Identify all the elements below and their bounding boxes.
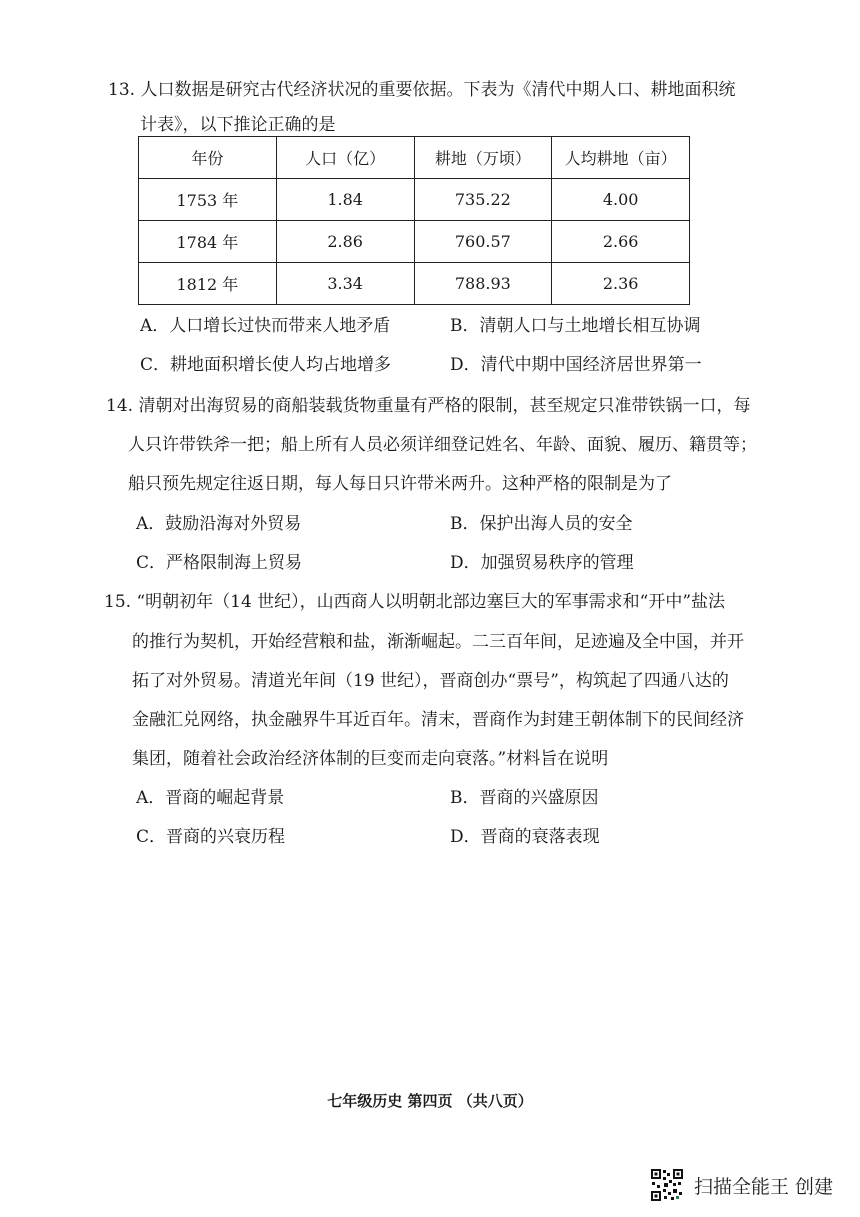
q15-stem-line4: 金融汇兑网络，执金融界牛耳近百年。清末，晋商作为封建王朝体制下的民间经济 [132,710,744,730]
table-cell: 1753 年 [139,179,277,221]
q15-stem-text-1: “明朝初年（14 世纪），山西商人以明朝北部边塞巨大的军事需求和“开中”盐法 [136,592,726,612]
table-cell: 788.93 [414,263,552,305]
table-cell: 760.57 [414,221,552,263]
q15-stem-line2: 的推行为契机，开始经营粮和盐，渐渐崛起。二三百年间，足迹遍及全中国，并开 [132,632,744,652]
table-row [139,221,690,263]
q14-number: 14. [106,396,134,416]
table-cell: 2.86 [276,221,414,263]
table-cell: 735.22 [414,179,552,221]
q14-option-b[interactable]: B．保护出海人员的安全 [450,514,633,534]
population-table [138,136,690,305]
table-cell: 2.66 [552,221,690,263]
scanner-watermark [650,1168,840,1200]
q13-stem-text-1: 人口数据是研究古代经济状况的重要依据。下表为《清代中期人口、耕地面积统 [140,80,736,100]
table-header-cell: 人口（亿） [276,137,414,179]
table-cell: 4.00 [552,179,690,221]
q14-option-d[interactable]: D．加强贸易秩序的管理 [450,553,634,573]
q14-stem-line2: 人只许带铁斧一把；船上所有人员必须详细登记姓名、年龄、面貌、履历、籍贯等； [128,435,757,455]
q15-stem-line1 [104,590,725,614]
q14-option-a[interactable]: A．鼓励沿海对外贸易 [136,514,302,534]
table-cell: 1.84 [276,179,414,221]
page-footer: 七年级历史 第四页 （共八页） [327,1092,533,1110]
qr-code-icon [650,1168,684,1202]
table-cell: 1812 年 [139,263,277,305]
q13-option-d[interactable]: D．清代中期中国经济居世界第一 [450,355,702,375]
q13-stem-line2: 计表》，以下推论正确的是 [140,115,336,135]
q14-option-c[interactable]: C．严格限制海上贸易 [136,553,303,573]
q13-option-b[interactable]: B．清朝人口与土地增长相互协调 [450,316,701,336]
table-header-cell: 耕地（万顷） [414,137,552,179]
table-header-cell: 人均耕地（亩） [552,137,690,179]
table-cell: 3.34 [276,263,414,305]
q15-number: 15. [104,592,132,612]
q13-stem-line1 [108,78,735,102]
q14-stem-line1 [106,394,750,418]
table-header-row [139,137,690,179]
q15-option-a[interactable]: A．晋商的崛起背景 [136,788,285,808]
q13-number: 13. [108,80,136,100]
table-header-cell: 年份 [139,137,277,179]
table-cell: 2.36 [552,263,690,305]
q15-option-d[interactable]: D．晋商的衰落表现 [450,827,600,847]
q15-stem-line5: 集团，随着社会政治经济体制的巨变而走向衰落。”材料旨在说明 [132,749,609,769]
q15-option-b[interactable]: B．晋商的兴盛原因 [450,788,599,808]
q15-stem-line3: 拓了对外贸易。清道光年间（19 世纪），晋商创办“票号”，构筑起了四通八达的 [132,671,729,691]
q14-stem-text-1: 清朝对出海贸易的商船装载货物重量有严格的限制，甚至规定只准带铁锅一口，每 [138,396,751,416]
table-cell: 1784 年 [139,221,277,263]
q13-option-c[interactable]: C．耕地面积增长使人均占地增多 [140,355,392,375]
table-row [139,179,690,221]
q15-option-c[interactable]: C．晋商的兴衰历程 [136,827,286,847]
table-row [139,263,690,305]
q13-option-a[interactable]: A．人口增长过快而带来人地矛盾 [140,316,391,336]
scanner-label: 扫描全能王 创建 [694,1176,834,1198]
q14-stem-line3: 船只预先规定往返日期，每人每日只许带米两升。这种严格的限制是为了 [128,474,672,494]
